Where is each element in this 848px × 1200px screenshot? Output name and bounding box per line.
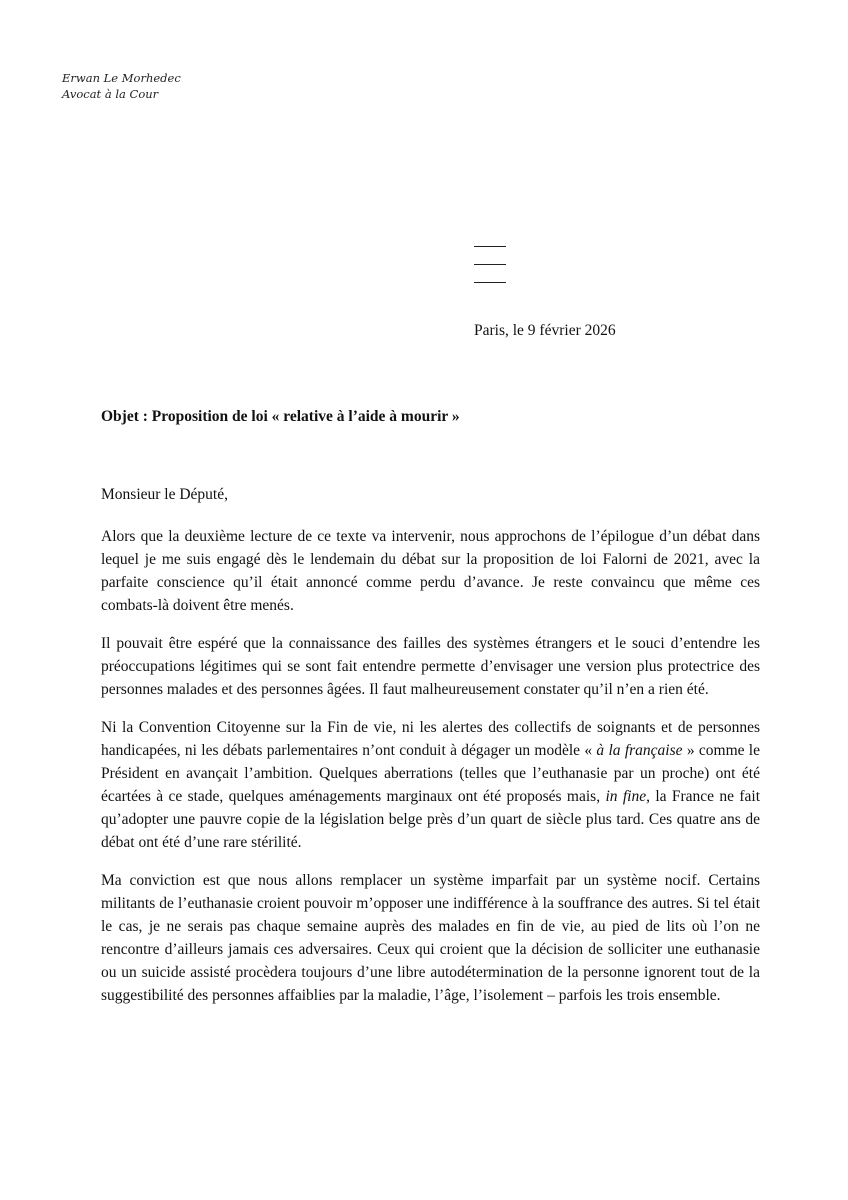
paragraph-3-part-a: Ni la Convention Citoyenne sur la Fin de vie, ni les alertes des collectifs de soignants et de personnes handicapées, ni les débats parlementaires n’ont conduit à dégager un modèle « (101, 719, 760, 759)
paragraph-3-part-e: , la France ne fait qu’adopter une pauvre copie de la législation belge près d’un quart de siècle plus tard. Ces quatre ans de débat ont été d’une rare stérilité. (101, 788, 761, 851)
sender-block (62, 70, 181, 102)
paragraph-4: Ma conviction est que nous allons remplacer un système imparfait par un système nocif. Certains militants de l’euthanasie croient pouvoir m’opposer une indifférence à la souffrance des autres. Si tel était le cas, je ne serais pas chaque semaine auprès des malades en fin de vie, au pied de lits où l’on ne rencontre d’ailleurs jamais ces adversaires. Ceux qui croient que la décision de solliciter une euthanasie ou un suicide assisté procèdera toujours d’une libre autodétermination de la personne ignorent tout de la suggestibilité des personnes affaiblies par la maladie, l’âge, l’isolement – parfois les trois ensemble. (101, 872, 760, 1004)
subject-line: Objet : Proposition de loi « relative à l’aide à mourir » (101, 408, 460, 425)
paragraph-2: Il pouvait être espéré que la connaissance des failles des systèmes étrangers et le souci d’entendre les préoccupations légitimes qui se sont fait entendre permette d’envisager une version plus protectrice des personnes malades et des personnes âgées. Il faut malheureusement constater qu’il n’en a rien été. (101, 635, 760, 698)
date-line: Paris, le 9 février 2026 (474, 322, 616, 339)
recipient-line-2 (474, 264, 506, 265)
salutation: Monsieur le Député, (101, 486, 228, 503)
paragraph-3 (101, 716, 760, 854)
paragraph-1: Alors que la deuxième lecture de ce texte va intervenir, nous approchons de l’épilogue d’un débat dans lequel je me suis engagé dès le lendemain du débat sur la proposition de loi Falorni de 2021, avec la parfaite conscience qu’il était annoncé comme perdu d’avance. Je reste convaincu que même ces combats-là doivent être menés. (101, 528, 760, 614)
paragraph-3-italic-in-fine: in fine (605, 788, 647, 805)
paragraph-3-italic-a-la-francaise: à la française (596, 742, 683, 759)
recipient-address-placeholder (474, 246, 506, 300)
recipient-line-3 (474, 282, 506, 283)
paragraph-3-part-c: » comme le Président en avançait l’ambition. Quelques aberrations (telles que l’euthanasie par un proche) ont été écartées à ce stade, quelques aménagements marginaux ont été proposés mais, (101, 742, 760, 805)
letter-body (101, 525, 760, 1022)
sender-name: Erwan Le Morhedec (62, 71, 181, 85)
recipient-line-1 (474, 246, 506, 247)
sender-title: Avocat à la Cour (62, 87, 159, 101)
